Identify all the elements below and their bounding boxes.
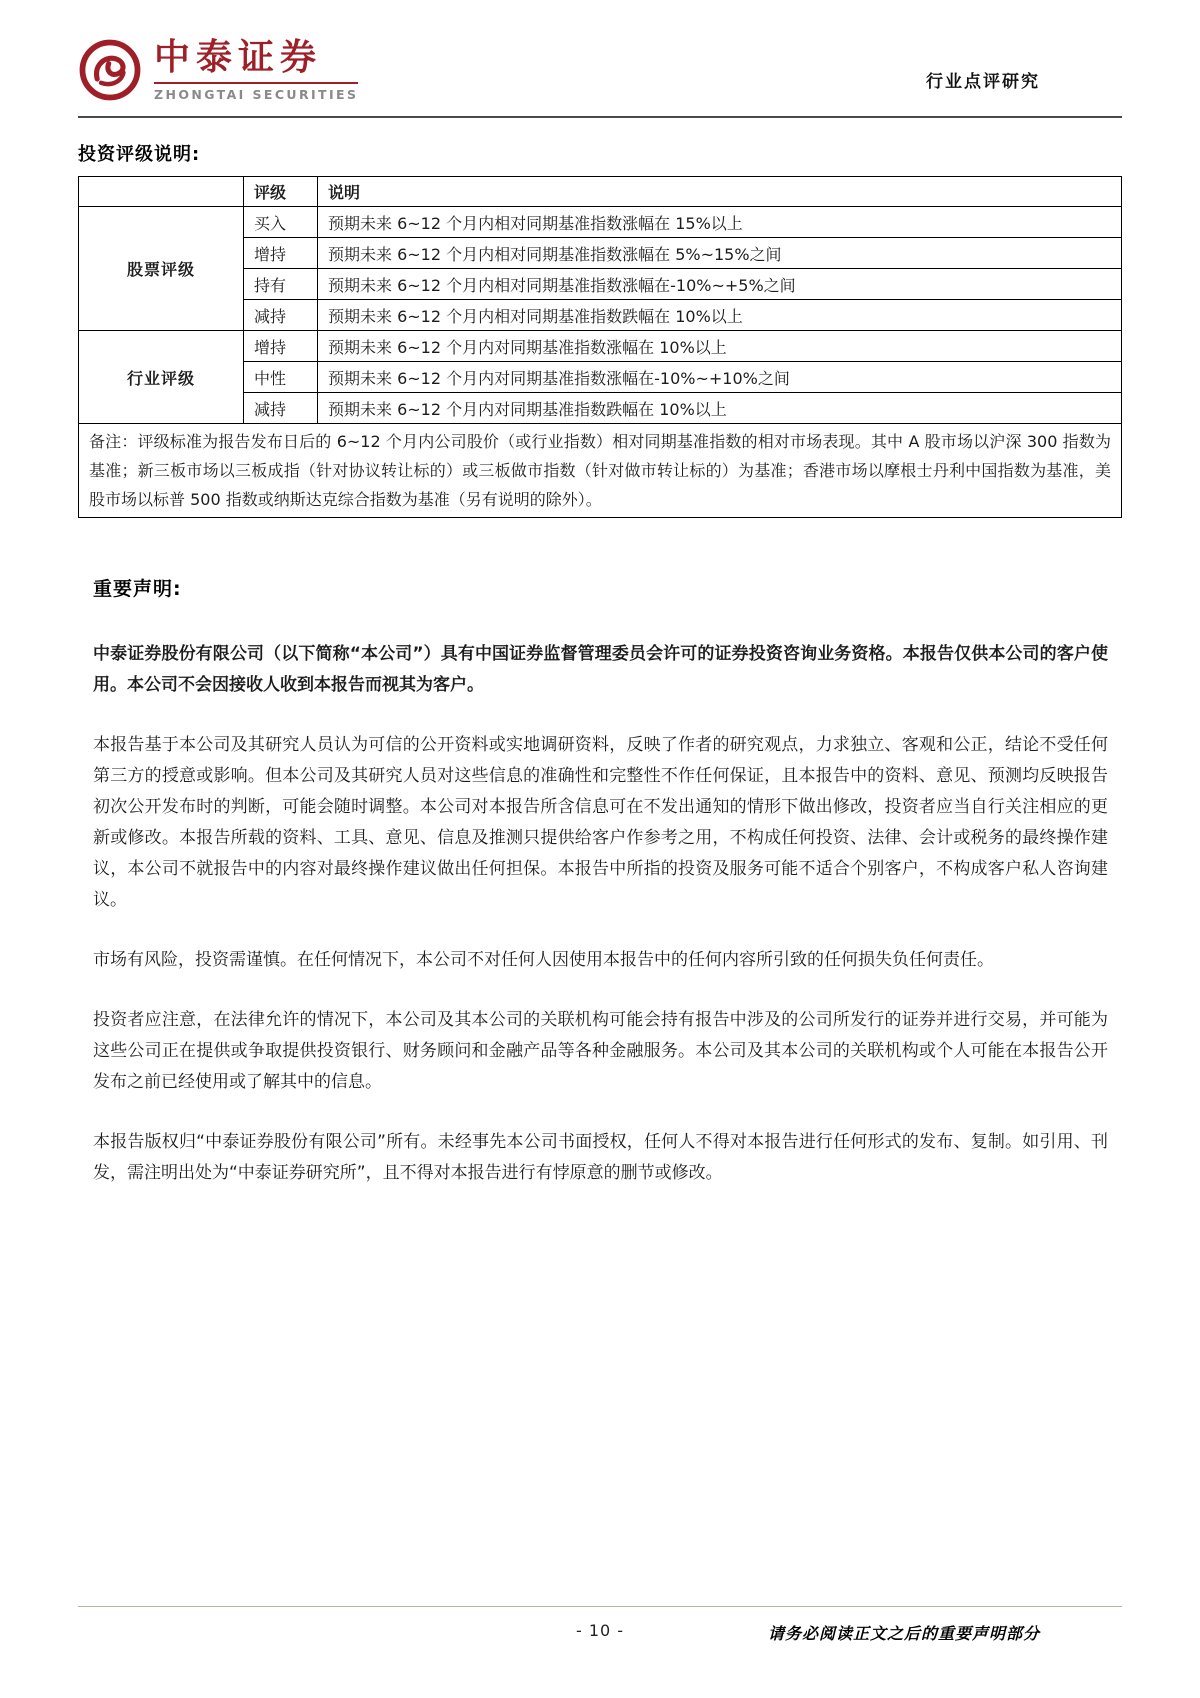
- rating-section: [78, 140, 1122, 518]
- logo: [78, 38, 358, 102]
- description-cell: 预期未来 6~12 个月内相对同期基准指数涨幅在 5%~15%之间: [318, 238, 1122, 269]
- category-industry-rating: 行业评级: [79, 331, 244, 424]
- table-row: [79, 331, 1122, 362]
- logo-text: [154, 38, 358, 102]
- rating-cell: 持有: [244, 269, 318, 300]
- footer-row: [78, 1621, 1122, 1661]
- disclaimer-paragraph: 中泰证券股份有限公司（以下简称“本公司”）具有中国证券监督管理委员会许可的证券投资咨询业务资格。本报告仅供本公司的客户使用。本公司不会因接收人收到本报告而视其为客户。: [93, 644, 1108, 695]
- rating-table: [78, 176, 1122, 518]
- rating-cell: 减持: [244, 393, 318, 424]
- rating-table-header-row: [79, 177, 1122, 207]
- rating-note: 备注：评级标准为报告发布日后的 6~12 个月内公司股价（或行业指数）相对同期基准指数的相对市场表现。其中 A 股市场以沪深 300 指数为基准；新三板市场以三板成指（针对协议转让标的）或三板做市指数（针对做市转让标的）为基准；香港市场以摩根士丹利中国指数为基准，美股市场以标普 500 指数或纳斯达克综合指数为基准（另有说明的除外）。: [79, 424, 1122, 518]
- disclaimer-paragraph: 市场有风险，投资需谨慎。在任何情况下，本公司不对任何人因使用本报告中的任何内容所引致的任何损失负任何责任。: [93, 950, 994, 970]
- footer-notice: 请务必阅读正文之后的重要声明部分: [767, 1624, 1040, 1643]
- page-header: [78, 38, 1122, 116]
- footer-divider: [78, 1606, 1122, 1607]
- header-divider: [78, 116, 1122, 118]
- report-type-label: 行业点评研究: [926, 72, 1040, 92]
- empty-corner-cell: [79, 177, 244, 207]
- description-cell: 预期未来 6~12 个月内对同期基准指数涨幅在-10%~+10%之间: [318, 362, 1122, 393]
- rating-cell: 减持: [244, 300, 318, 331]
- rating-cell: 买入: [244, 207, 318, 238]
- disclaimer-paragraph: 投资者应注意，在法律允许的情况下，本公司及其本公司的关联机构可能会持有报告中涉及的公司所发行的证券并进行交易，并可能为这些公司正在提供或争取提供投资银行、财务顾问和金融产品等各种金融服务。本公司及其本公司的关联机构或个人可能在本报告公开发布之前已经使用或了解其中的信息。: [93, 1010, 1108, 1092]
- rating-cell: 中性: [244, 362, 318, 393]
- description-cell: 预期未来 6~12 个月内相对同期基准指数涨幅在 15%以上: [318, 207, 1122, 238]
- rating-cell: 增持: [244, 238, 318, 269]
- disclaimer-paragraph: 本报告基于本公司及其研究人员认为可信的公开资料或实地调研资料，反映了作者的研究观点，力求独立、客观和公正，结论不受任何第三方的授意或影响。但本公司及其研究人员对这些信息的准确性和完整性不作任何保证，且本报告中的资料、意见、预测均反映报告初次公开发布时的判断，可能会随时调整。本公司对本报告所含信息可在不发出通知的情形下做出修改，投资者应当自行关注相应的更新或修改。本报告所载的资料、工具、意见、信息及推测只提供给客户作参考之用，不构成任何投资、法律、会计或税务的最终操作建议，本公司不就报告中的内容对最终操作建议做出任何担保。本报告中所指的投资及服务可能不适合个别客户，不构成客户私人咨询建议。: [93, 735, 1108, 910]
- logo-en-name: ZHONGTAI SECURITIES: [154, 82, 358, 102]
- zhongtai-logo-icon: [78, 38, 142, 102]
- page-number: - 10 -: [575, 1621, 625, 1640]
- category-stock-rating: 股票评级: [79, 207, 244, 331]
- description-cell: 预期未来 6~12 个月内对同期基准指数跌幅在 10%以上: [318, 393, 1122, 424]
- description-cell: 预期未来 6~12 个月内相对同期基准指数跌幅在 10%以上: [318, 300, 1122, 331]
- disclaimer-section: [78, 574, 1122, 1189]
- rating-cell: 增持: [244, 331, 318, 362]
- table-row: [79, 207, 1122, 238]
- table-note-row: [79, 424, 1122, 518]
- description-cell: 预期未来 6~12 个月内对同期基准指数涨幅在 10%以上: [318, 331, 1122, 362]
- description-cell: 预期未来 6~12 个月内相对同期基准指数涨幅在-10%~+5%之间: [318, 269, 1122, 300]
- page-footer: [78, 1606, 1122, 1661]
- column-header-rating: 评级: [244, 177, 318, 207]
- disclaimer-paragraph: 本报告版权归“中泰证券股份有限公司”所有。未经事先本公司书面授权，任何人不得对本报告进行任何形式的发布、复制。如引用、刊发，需注明出处为“中泰证券研究所”，且不得对本报告进行有悖原意的删节或修改。: [93, 1132, 1108, 1183]
- column-header-description: 说明: [318, 177, 1122, 207]
- logo-cn-name: 中泰证券: [154, 37, 323, 78]
- disclaimer-title: 重要声明:: [93, 578, 182, 600]
- rating-section-title: 投资评级说明:: [78, 144, 201, 165]
